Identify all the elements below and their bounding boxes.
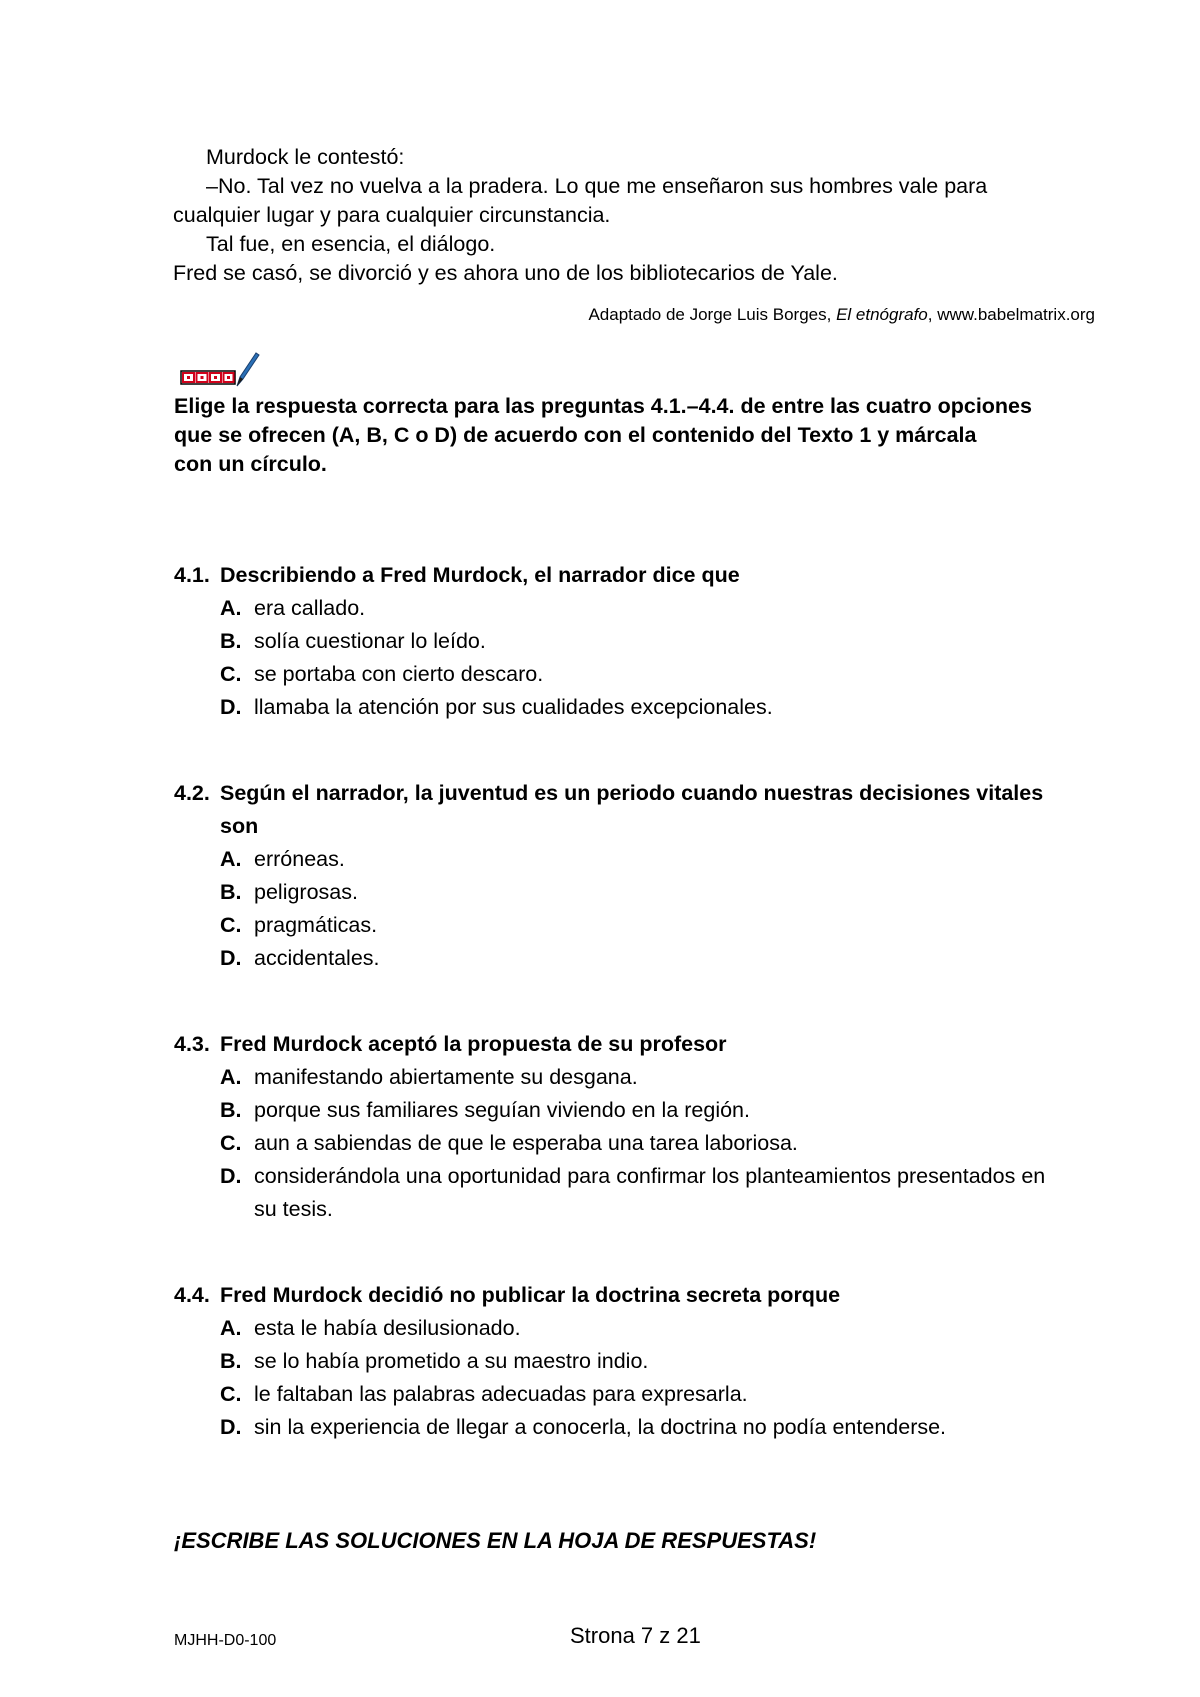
option-text: se portaba con cierto descaro. — [254, 662, 544, 686]
option-letter: B. — [220, 1349, 242, 1373]
option-text: accidentales. — [254, 946, 380, 970]
option-text: pragmáticas. — [254, 913, 378, 937]
pen-icon — [237, 353, 259, 386]
option-letter: D. — [220, 1164, 242, 1188]
checkbox-row-icon — [181, 371, 235, 384]
option-letter: A. — [220, 1065, 242, 1089]
question-stem: Describiendo a Fred Murdock, el narrador dice que — [220, 563, 740, 587]
instruction-line: que se ofrecen (A, B, C o D) de acuerdo con el contenido del Texto 1 y márcala — [174, 423, 977, 447]
instruction-line: Elige la respuesta correcta para las preguntas 4.1.–4.4. de entre las cuatro opciones — [174, 394, 1032, 418]
option-letter: D. — [220, 695, 242, 719]
option-letter: D. — [220, 1415, 242, 1439]
option-text: se lo había prometido a su maestro indio. — [254, 1349, 649, 1373]
question-stem: Fred Murdock aceptó la propuesta de su profesor — [220, 1032, 727, 1056]
passage-line: Murdock le contestó: — [206, 145, 405, 169]
option-letter: B. — [220, 1098, 242, 1122]
option-letter: A. — [220, 847, 242, 871]
option-letter: B. — [220, 880, 242, 904]
source-title: El etnógrafo — [836, 305, 928, 324]
exam-code: MJHH-D0-100 — [174, 1632, 277, 1649]
option-letter: B. — [220, 629, 242, 653]
passage-line: Tal fue, en esencia, el diálogo. — [206, 232, 496, 256]
option-letter: C. — [220, 662, 242, 686]
question-number: 4.2. — [174, 781, 210, 805]
question-stem: son — [220, 814, 259, 838]
option-letter: A. — [220, 1316, 242, 1340]
passage-line: –No. Tal vez no vuelva a la pradera. Lo que me enseñaron sus hombres vale para — [206, 174, 988, 198]
instruction-line: con un círculo. — [174, 452, 327, 476]
option-text: porque sus familiares seguían viviendo en la región. — [254, 1098, 750, 1122]
option-letter: D. — [220, 946, 242, 970]
source-citation — [588, 304, 1095, 326]
option-letter: C. — [220, 1382, 242, 1406]
marking-task-icon — [180, 350, 260, 388]
question-stem: Según el narrador, la juventud es un periodo cuando nuestras decisiones vitales — [220, 781, 1044, 805]
passage-line: Fred se casó, se divorció y es ahora uno de los bibliotecarios de Yale. — [173, 261, 838, 285]
option-letter: C. — [220, 1131, 242, 1155]
question-number: 4.3. — [174, 1032, 210, 1056]
option-letter: C. — [220, 913, 242, 937]
option-letter: A. — [220, 596, 242, 620]
option-text: considerándola una oportunidad para confirmar los planteamientos presentados en — [254, 1164, 1046, 1188]
source-prefix: Adaptado de Jorge Luis Borges, — [588, 305, 837, 324]
option-text: peligrosas. — [254, 880, 358, 904]
answer-sheet-reminder: ¡ESCRIBE LAS SOLUCIONES EN LA HOJA DE RESPUESTAS! — [174, 1528, 817, 1553]
option-text: aun a sabiendas de que le esperaba una tarea laboriosa. — [254, 1131, 798, 1155]
question-number: 4.1. — [174, 563, 210, 587]
option-text: erróneas. — [254, 847, 345, 871]
question-number: 4.4. — [174, 1283, 210, 1307]
source-suffix: , www.babelmatrix.org — [927, 305, 1095, 324]
option-text: manifestando abiertamente su desgana. — [254, 1065, 638, 1089]
passage-line: cualquier lugar y para cualquier circunstancia. — [173, 203, 611, 227]
option-text: sin la experiencia de llegar a conocerla, la doctrina no podía entenderse. — [254, 1415, 947, 1439]
page-number: Strona 7 z 21 — [570, 1623, 701, 1648]
option-text: su tesis. — [254, 1197, 333, 1221]
option-text: solía cuestionar lo leído. — [254, 629, 486, 653]
option-text: esta le había desilusionado. — [254, 1316, 521, 1340]
question-stem: Fred Murdock decidió no publicar la doctrina secreta porque — [220, 1283, 841, 1307]
option-text: llamaba la atención por sus cualidades excepcionales. — [254, 695, 773, 719]
option-text: le faltaban las palabras adecuadas para expresarla. — [254, 1382, 748, 1406]
option-text: era callado. — [254, 596, 366, 620]
